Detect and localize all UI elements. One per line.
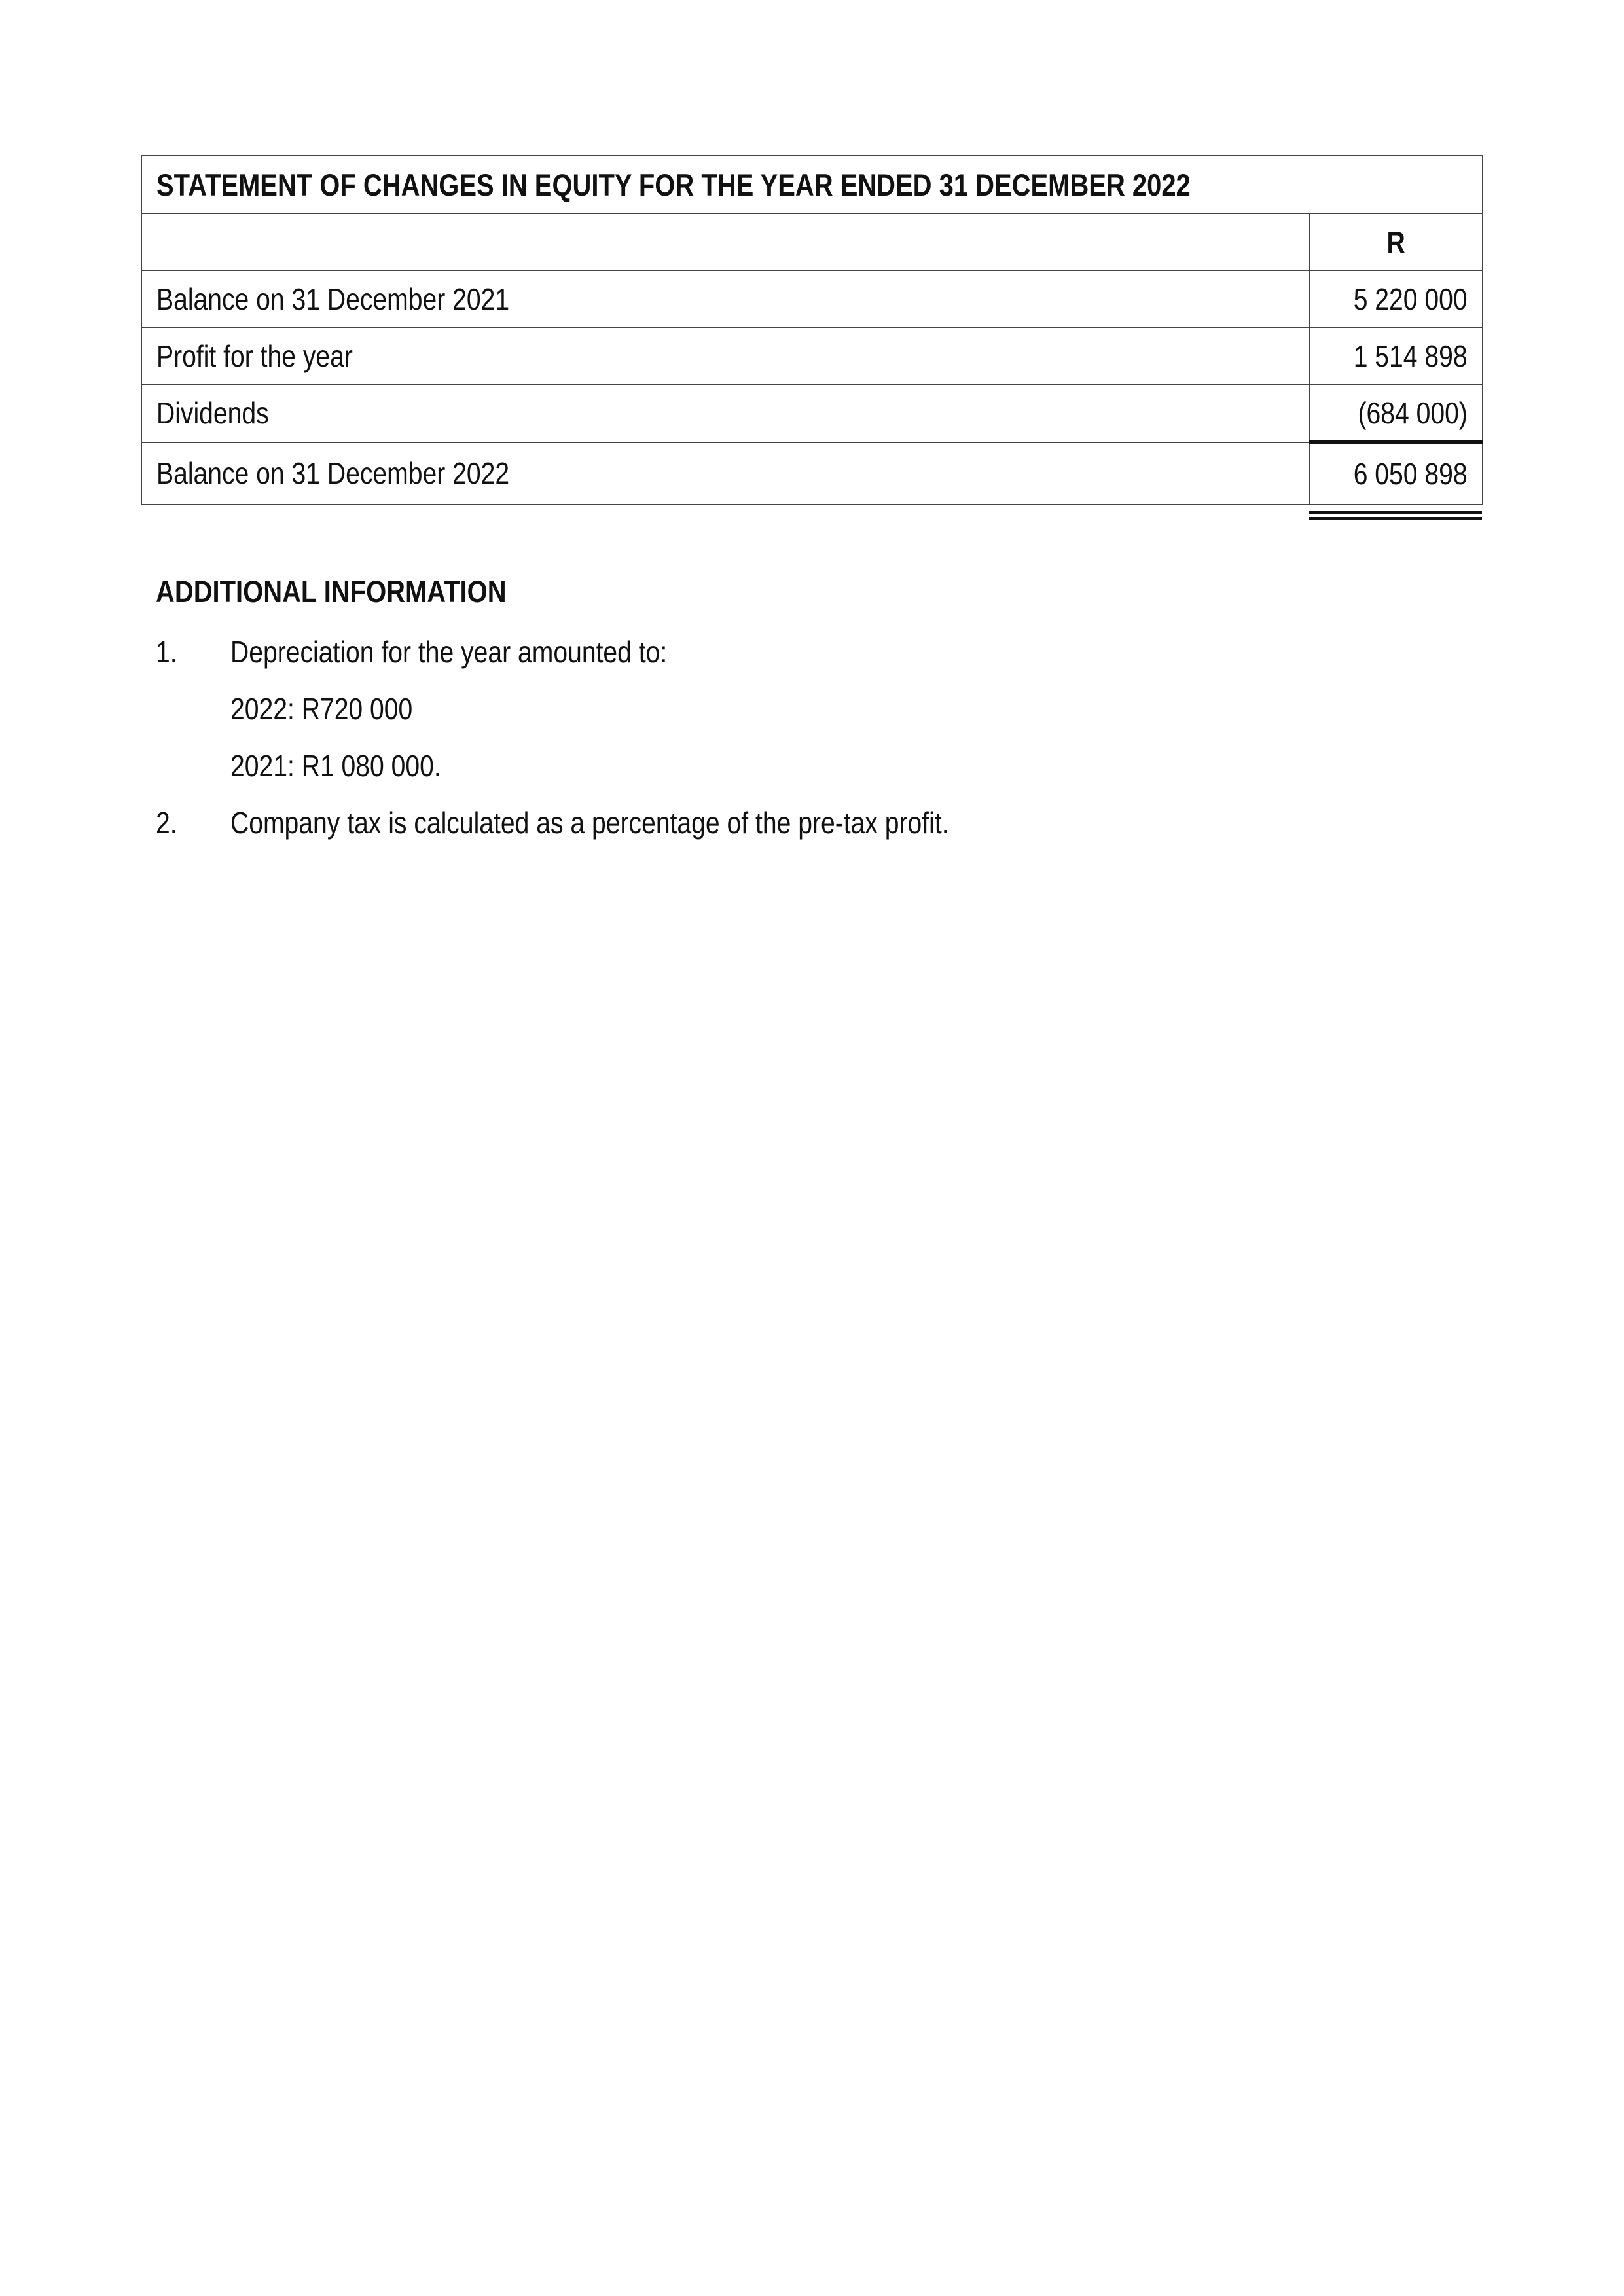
statement-of-changes-in-equity-table: [141, 155, 1483, 505]
table-row: [141, 384, 1483, 442]
header-label-cell: [141, 213, 1310, 270]
row-amount-cell: [1310, 327, 1483, 384]
table-header-row: [141, 213, 1483, 270]
row-label: Balance on 31 December 2021: [156, 281, 510, 316]
note-detail: [0, 694, 1624, 726]
row-label: Profit for the year: [156, 338, 353, 373]
row-label: Dividends: [156, 396, 269, 431]
row-amount-cell: [1310, 384, 1483, 442]
note-number: 1.: [156, 635, 177, 669]
currency-header: R: [1386, 224, 1406, 259]
row-label-cell: [141, 327, 1310, 384]
row-amount: (684 000): [1358, 395, 1468, 430]
row-label-cell: [141, 270, 1310, 327]
total-label: Balance on 31 December 2022: [156, 456, 510, 491]
row-label-cell: [141, 384, 1310, 442]
row-amount: 5 220 000: [1354, 281, 1468, 316]
total-label-cell: [141, 442, 1310, 505]
note-number: 2.: [156, 806, 177, 840]
table-title: STATEMENT OF CHANGES IN EQUITY FOR THE YEAR ENDED 31 DECEMBER 2022: [156, 167, 1191, 202]
table-row: [141, 327, 1483, 384]
table-row: [141, 270, 1483, 327]
note-detail-text: 2022: R720 000: [230, 692, 413, 726]
table-title-row: [141, 156, 1483, 213]
list-item: [0, 808, 1624, 840]
total-double-underline-top: [1309, 511, 1482, 514]
total-double-underline-bottom: [1309, 517, 1482, 520]
header-currency-cell: [1310, 213, 1483, 270]
row-amount-cell: [1310, 270, 1483, 327]
list-item: [0, 637, 1624, 670]
table-title-cell: [141, 156, 1483, 213]
row-amount: 1 514 898: [1354, 338, 1468, 373]
total-amount: 6 050 898: [1354, 457, 1468, 491]
note-detail-text: 2021: R1 080 000.: [230, 749, 441, 783]
note-text: Company tax is calculated as a percentage of the pre-tax profit.: [230, 806, 949, 840]
note-text: Depreciation for the year amounted to:: [230, 635, 668, 669]
additional-information-heading: [156, 576, 568, 607]
table-total-row: [141, 442, 1483, 505]
total-amount-cell: [1310, 442, 1483, 505]
note-detail: [0, 751, 1624, 783]
additional-information-heading-text: ADDITIONAL INFORMATION: [156, 574, 507, 609]
